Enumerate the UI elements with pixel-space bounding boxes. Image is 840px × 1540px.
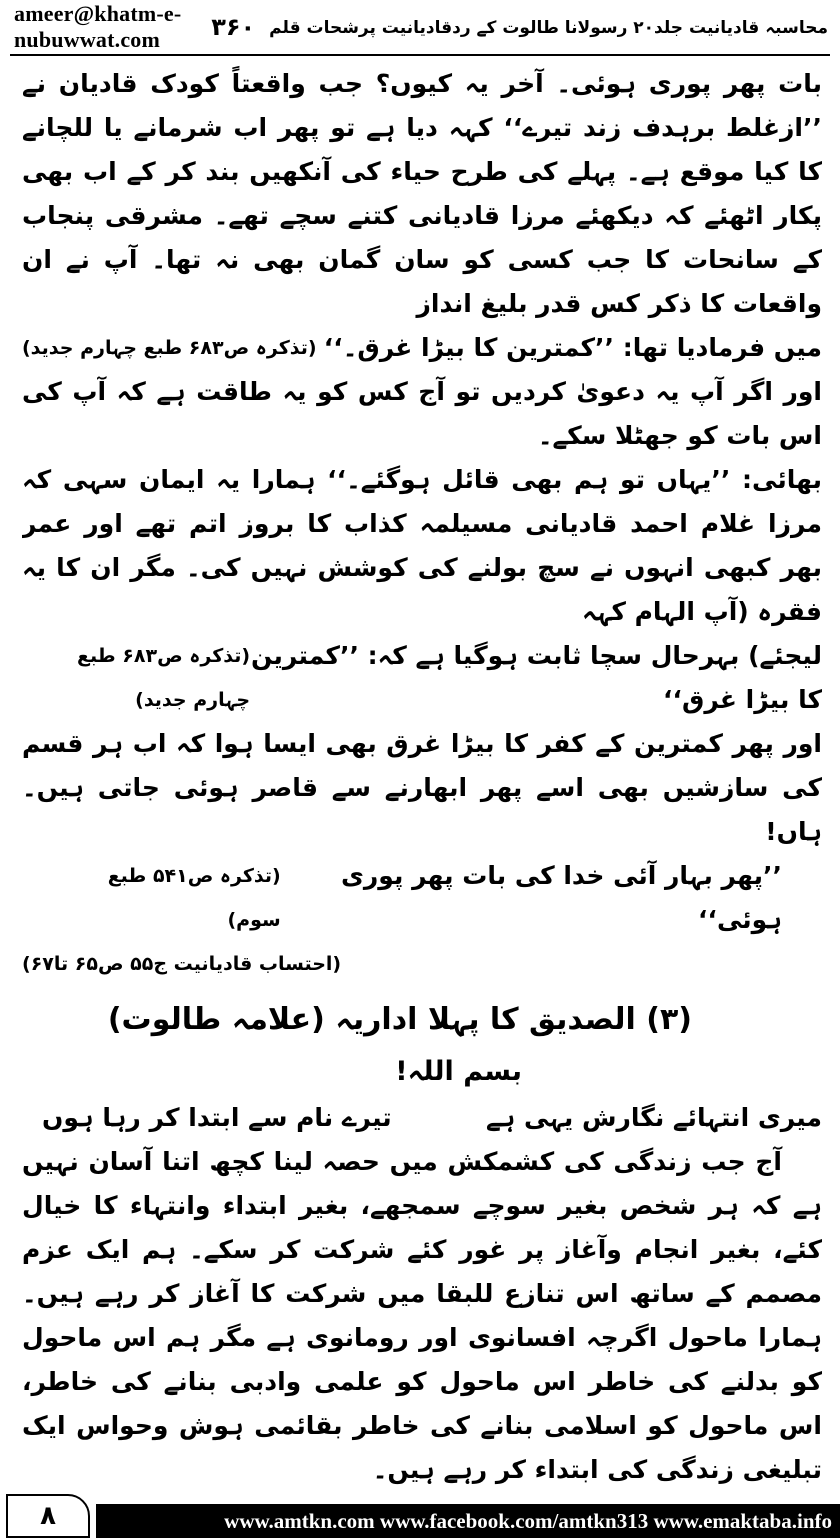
- citation-row-1: [22, 326, 822, 370]
- header-email: ameer@khatm-e-nubuwwat.com: [14, 1, 182, 52]
- citation-1: (تذکرہ ص۶۸۳ طبع چہارم جدید): [22, 337, 317, 359]
- verse-second-half: تیرے نام سے ابتدا کر رہا ہوں: [42, 1103, 392, 1132]
- poem-row: [22, 854, 822, 942]
- paragraph-3: بھائی: ’’یہاں تو ہم بھی قائل ہوگئے۔‘‘ ہمارا یہ ایمان سہی کہ مرزا غلام احمد قادیانی مسیلمہ کذاب کا بروز اتم تھے اور عمر بھر کبھی انہوں نے سچ بولنے کی کوشش نہیں کی۔ مگر ان کا یہ فقرہ (آپ الہام کہہ: [22, 465, 822, 626]
- header-page-number: ۳۶۰: [211, 13, 256, 41]
- paragraph-1-last-line: میں فرمادیا تھا: ’’کمترین کا بیڑا غرق۔‘‘: [323, 333, 822, 362]
- citation-4: (احتساب قادیانیت ج۵۵ ص۶۵ تا۶۷): [22, 953, 342, 975]
- poem-line: ’’پھر بہار آئی خدا کی بات پھر پوری ہوئی‘‘: [341, 861, 782, 934]
- verse-row: [22, 1096, 822, 1140]
- verse-first-half: میری انتہائے نگارش یہی ہے: [485, 1103, 822, 1132]
- header-book-title: محاسبہ قادیانیت جلد۲۰ رسولانا طالوت کے ردقادیانیت پرشحات قلم: [269, 17, 828, 38]
- footer-page-number: ۸: [6, 1494, 90, 1538]
- paragraph-5: آج جب زندگی کی کشمکش میں حصہ لینا کچھ اتنا آسان نہیں ہے کہ ہر شخص بغیر سوچے سمجھے، بغیر ابتداء وانتہاء کا خیال کئے، بغیر انجام وآغاز پر غور کئے شرکت کر سکے۔ ہم ایک عزم مصمم کے ساتھ اس تنازع للبقا میں شرکت کا آغاز کر رہے ہیں۔ ہمارا ماحول اگرچہ افسانوی اور رومانوی ہے مگر ہم اس ماحول کو بدلنے کی خاطر اس ماحول کو علمی وادبی بنانے کی خاطر، اس ماحول کو اسلامی بنانے کی خاطر بقائمی ہوش وحواس ایک تبلیغی زندگی کی ابتداء کر رہے ہیں۔: [22, 1147, 822, 1484]
- citation-3: (تذکرہ ص۵۴۱ طبع سوم): [107, 865, 281, 931]
- footer-links: www.amtkn.com www.facebook.com/amtkn313 www.emaktaba.info: [224, 1509, 832, 1533]
- citation-2: (تذکرہ ص۶۸۳ طبع چہارم جدید): [77, 645, 251, 711]
- header-rule: [10, 54, 830, 56]
- citation-row-2: [22, 634, 822, 722]
- page-footer: [0, 1494, 840, 1540]
- header-right: [211, 13, 828, 41]
- paragraph-2: اور اگر آپ یہ دعویٰ کردیں تو آج کس کو یہ طاقت ہے کہ آپ کی اس بات کو جھٹلا سکے۔: [22, 377, 822, 450]
- section-heading: (۳) الصدیق کا پہلا اداریہ (علامہ طالوت): [107, 1002, 692, 1037]
- page-body: [22, 62, 822, 1486]
- page-header: [0, 0, 840, 54]
- bismillah: بسم اللہ!: [395, 1056, 522, 1087]
- paragraph-1: بات پھر پوری ہوئی۔ آخر یہ کیوں؟ جب واقعتاً کودک قادیان نے ’’ازغلط برہدف زند تیرے‘‘ کہہ دیا ہے تو پھر اب شرمانے یا للچانے کا کیا موقع ہے۔ پہلے کی طرح حیاء کی آنکھیں بند کر کے اب بھی پکار اٹھئے کہ دیکھئے مرزا قادیانی کتنے سچے تھے۔ مشرقی پنجاب کے سانحات کا جب کسی کو سان گمان بھی نہ تھا۔ آپ نے ان واقعات کا ذکر کس قدر بلیغ انداز: [22, 69, 822, 318]
- paragraph-3-last-line: لیجئے) بہرحال سچا ثابت ہوگیا ہے کہ: ’’کمترین کا بیڑا غرق‘‘: [251, 641, 822, 714]
- paragraph-4: اور پھر کمترین کے کفر کا بیڑا غرق بھی ایسا ہوا کہ اب ہر قسم کی سازشیں بھی اسے پھر ابھارنے سے قاصر ہوئی جاتی ہیں۔ ہاں!: [22, 729, 822, 846]
